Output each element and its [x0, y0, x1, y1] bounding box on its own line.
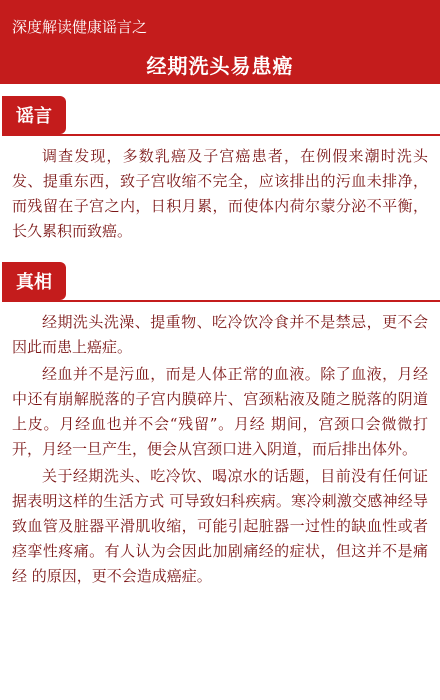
- truth-paragraph: 关于经期洗头、吃冷饮、喝凉水的话题，目前没有任何证据表明这样的生活方式 可导致妇科疾病。寒冷刺激交感神经导致血管及脏器平滑肌收缩，可能引起脏器一过性的缺血性或者痉挛性疼痛。有人认为会因此加剧痛经的症状，但这并不是痛经 的原因，更不会造成癌症。: [12, 467, 428, 585]
- rumor-section: [0, 96, 440, 244]
- rumor-body: [0, 136, 440, 244]
- rumor-tag: 谣言: [2, 96, 66, 134]
- truth-body: [0, 302, 440, 589]
- header-banner: [0, 0, 440, 84]
- truth-section: [0, 262, 440, 589]
- truth-tag: 真相: [2, 262, 66, 300]
- header-kicker: 深度解读健康谣言之: [12, 18, 148, 36]
- truth-paragraph: 经期洗头洗澡、提重物、吃冷饮冷食并不是禁忌，更不会因此而患上癌症。: [12, 313, 428, 356]
- rumor-paragraph: 调查发现，多数乳癌及子宫癌患者，在例假来潮时洗头发、提重东西，致子宫收缩不完全，应该排出的污血未排净，而残留在子宫之内，日积月累，而使体内荷尔蒙分泌不平衡，长久累积而致癌。: [12, 147, 428, 240]
- page-title: 经期洗头易患癌: [146, 54, 294, 78]
- truth-paragraph: 经血并不是污血，而是人体正常的血液。除了血液，月经中还有崩解脱落的子宫内膜碎片、宫颈粘液及随之脱落的阴道上皮。月经血也并不会“残留”。月经 期间，宫颈口会微微打开，月经一旦产生，便会从宫颈口进入阴道，而后排出体外。: [12, 365, 428, 458]
